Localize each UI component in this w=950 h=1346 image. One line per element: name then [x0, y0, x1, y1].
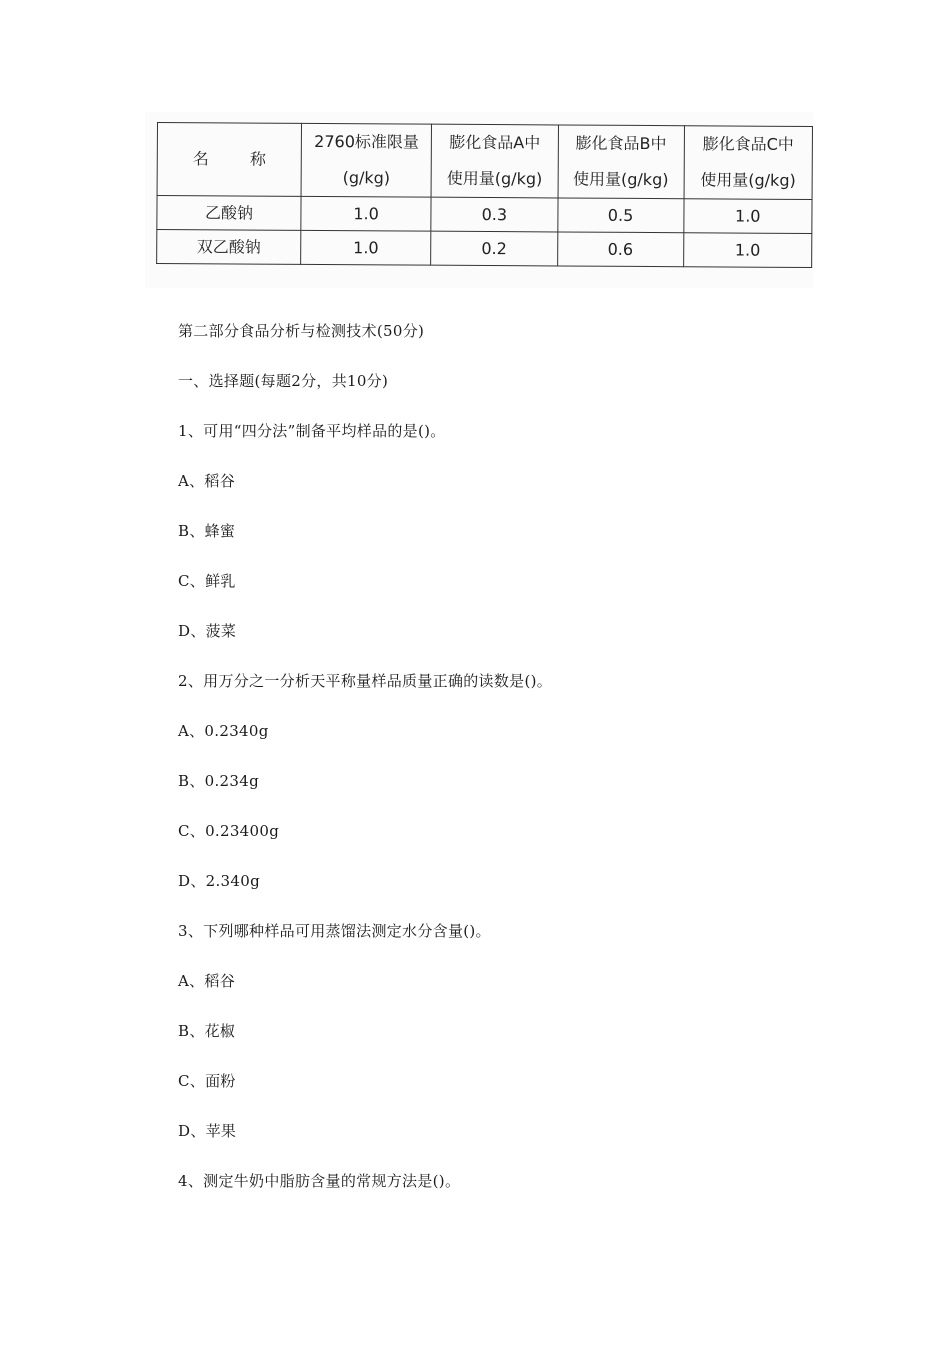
table-cell: 双乙酸钠 — [157, 230, 301, 265]
answer-option: A、稻谷 — [178, 472, 236, 490]
answer-option: C、面粉 — [178, 1072, 236, 1090]
subsection-title: 一、选择题(每题2分，共10分) — [178, 372, 389, 390]
header-cell-food-c: 膨化食品C中 使用量(g/kg) — [684, 126, 813, 200]
table-cell: 1.0 — [683, 233, 811, 268]
answer-option: D、菠菜 — [178, 622, 237, 640]
question-stem: 4、测定牛奶中脂肪含量的常规方法是()。 — [178, 1172, 461, 1190]
table-cell: 1.0 — [301, 230, 431, 265]
table-cell: 乙酸钠 — [157, 196, 301, 231]
answer-option: B、蜂蜜 — [178, 522, 236, 540]
scanned-table-image — [145, 112, 813, 288]
answer-option: B、花椒 — [178, 1022, 236, 1040]
table-cell: 0.2 — [431, 231, 557, 266]
header-cell-standard-limit: 2760标准限量 (g/kg) — [301, 123, 432, 197]
table-cell: 0.5 — [557, 198, 683, 233]
answer-option: B、0.234g — [178, 772, 259, 790]
header-cell-food-a: 膨化食品A中 使用量(g/kg) — [431, 124, 558, 198]
answer-option: A、稻谷 — [178, 972, 236, 990]
answer-option: C、鲜乳 — [178, 572, 236, 590]
question-stem: 2、用万分之一分析天平称量样品质量正确的读数是()。 — [178, 672, 553, 690]
header-cell-name: 名 称 — [157, 123, 302, 197]
answer-option: C、0.23400g — [178, 822, 280, 840]
section-title: 第二部分食品分析与检测技术(50分) — [178, 322, 425, 340]
table-cell: 1.0 — [301, 196, 431, 231]
table-header-row — [157, 123, 812, 200]
table-row — [157, 230, 812, 268]
header-cell-food-b: 膨化食品B中 使用量(g/kg) — [558, 125, 685, 199]
additive-limit-table — [156, 122, 813, 268]
answer-option: D、2.340g — [178, 872, 260, 890]
answer-option: A、0.2340g — [178, 722, 269, 740]
question-stem: 3、下列哪种样品可用蒸馏法测定水分含量()。 — [178, 922, 491, 940]
question-stem: 1、可用“四分法”制备平均样品的是()。 — [178, 422, 446, 440]
table-row — [157, 196, 812, 234]
answer-option: D、苹果 — [178, 1122, 237, 1140]
table-cell: 0.3 — [431, 197, 557, 232]
table-cell: 0.6 — [557, 232, 683, 267]
table-cell: 1.0 — [684, 199, 812, 234]
